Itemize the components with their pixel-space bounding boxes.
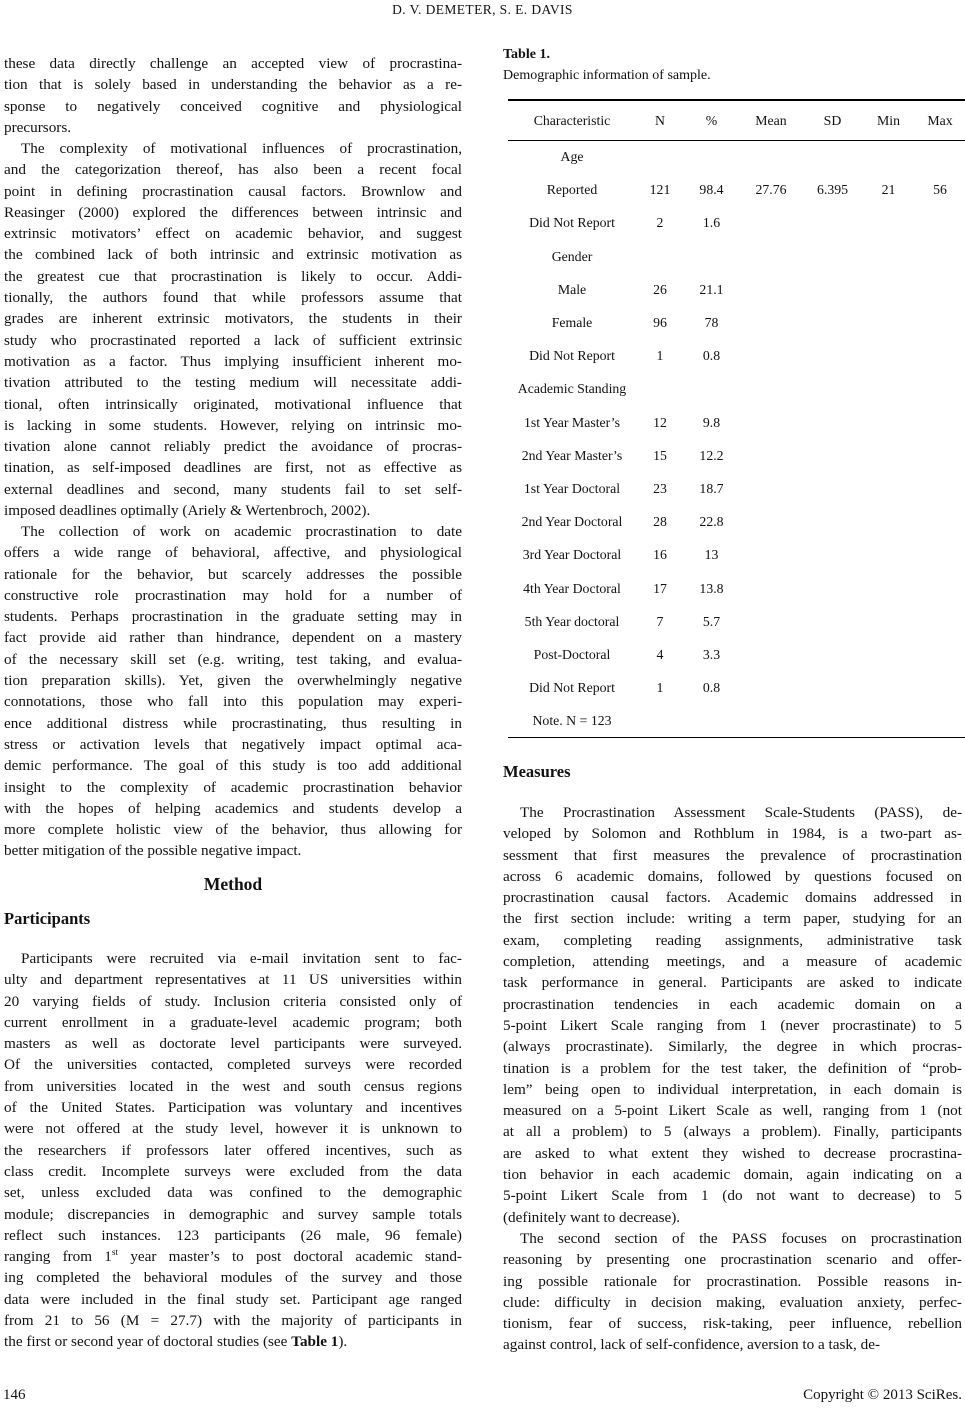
value-cell bbox=[862, 273, 915, 306]
value-cell: 21 bbox=[881, 182, 896, 198]
value-cell bbox=[636, 705, 684, 738]
demographics-table bbox=[508, 99, 965, 738]
value-cell: 28 bbox=[653, 514, 667, 530]
value-cell: 21.1 bbox=[699, 281, 724, 297]
text-line: is lacking in some students. However, relying on intrinsic mo- bbox=[4, 416, 462, 434]
text-line: completion, attending meetings, and a measure of academic bbox=[503, 953, 962, 971]
text-line: of the United States. Participation was voluntary and incentives bbox=[4, 1099, 462, 1117]
value-cell bbox=[803, 240, 862, 273]
value-cell bbox=[915, 207, 965, 240]
value-cell bbox=[803, 672, 862, 705]
table-row bbox=[508, 273, 965, 306]
value-cell bbox=[803, 638, 862, 671]
table-row bbox=[508, 472, 965, 505]
value-cell bbox=[684, 705, 739, 738]
text-line: more complete holistic view of the behavior, thus allowing for bbox=[4, 821, 462, 839]
value-cell bbox=[803, 207, 862, 240]
characteristic-cell: Note. N = 123 bbox=[532, 713, 612, 729]
value-cell bbox=[684, 373, 739, 406]
characteristic-cell: 4th Year Doctoral bbox=[523, 580, 621, 596]
value-cell bbox=[915, 605, 965, 638]
characteristic-cell: Post-Doctoral bbox=[533, 646, 611, 662]
value-cell: 22.8 bbox=[699, 514, 724, 530]
value-cell bbox=[915, 506, 965, 539]
demographics-table-wrap bbox=[508, 99, 965, 738]
text-line: and the categorization thereof, has also been a recent focal bbox=[4, 161, 462, 179]
text-line: set, unless excluded data was confined to the demographic bbox=[4, 1184, 462, 1202]
value-cell bbox=[862, 240, 915, 273]
text-line: 20 varying fields of study. Inclusion criteria consisted only of bbox=[4, 992, 462, 1010]
value-cell bbox=[739, 240, 803, 273]
text-line: the first or second year of doctoral studies (see Table 1). bbox=[4, 1333, 348, 1351]
text-line: Of the universities contacted, completed surveys were recorded bbox=[4, 1056, 462, 1074]
value-cell bbox=[803, 306, 862, 339]
value-cell bbox=[862, 306, 915, 339]
text-line: tination is a problem for the test taker, the definition of “prob- bbox=[503, 1059, 962, 1077]
value-cell bbox=[636, 141, 684, 174]
text-line: tion behavior in each academic domain, again indicating on a bbox=[503, 1166, 962, 1184]
text-line: (definitely want to decrease). bbox=[503, 1208, 681, 1226]
text-line: students. Perhaps procrastination in the graduate setting may in bbox=[4, 608, 462, 626]
text-line: tionally, the authors found that while professors assume that bbox=[4, 289, 462, 307]
value-cell bbox=[739, 472, 803, 505]
value-cell: 0.8 bbox=[702, 348, 721, 364]
text-line: task performance in general. Participants are asked to indicate bbox=[503, 974, 962, 992]
measures-heading: Measures bbox=[503, 762, 571, 781]
table-row bbox=[508, 539, 965, 572]
value-cell: 4 bbox=[656, 646, 664, 662]
table-row bbox=[508, 705, 965, 738]
text-line: point in defining procrastination causal factors. Brownlow and bbox=[4, 182, 462, 200]
value-cell bbox=[803, 506, 862, 539]
value-cell bbox=[739, 207, 803, 240]
value-cell: 98.4 bbox=[699, 182, 724, 198]
participants-heading: Participants bbox=[4, 909, 91, 928]
text-line: veloped by Solomon and Rothblum in 1984, is a two-part as- bbox=[503, 825, 962, 843]
characteristic-cell: Female bbox=[551, 315, 593, 331]
text-line: procrastination tendencies in each academic domain on a bbox=[503, 995, 962, 1013]
table-header-cell: SD bbox=[803, 100, 862, 141]
text-line: stress or activation levels that negatively impact optimal aca- bbox=[4, 735, 462, 753]
copyright-notice: Copyright © 2013 SciRes. bbox=[803, 1387, 962, 1403]
table-row bbox=[508, 605, 965, 638]
value-cell bbox=[862, 406, 915, 439]
value-cell bbox=[862, 141, 915, 174]
value-cell bbox=[803, 605, 862, 638]
table-row bbox=[508, 174, 965, 207]
value-cell bbox=[862, 572, 915, 605]
text-line: sponse to negatively conceived cognitive and physiological bbox=[4, 97, 462, 115]
text-line: the greatest cue that procrastination is likely to occur. Addi- bbox=[4, 267, 462, 285]
value-cell bbox=[862, 539, 915, 572]
table-caption-label: Table 1. bbox=[503, 47, 550, 62]
table-header-cell: Mean bbox=[739, 100, 803, 141]
measures-paragraph bbox=[503, 802, 962, 1228]
table-row bbox=[508, 506, 965, 539]
value-cell bbox=[684, 240, 739, 273]
text-line: tionism, fear of success, risk-taking, peer influence, rebellion bbox=[503, 1315, 962, 1333]
method-heading: Method bbox=[203, 874, 263, 894]
table-header-row bbox=[508, 100, 965, 141]
characteristic-cell: Reported bbox=[546, 182, 598, 198]
text-line: tivation attributed to the testing medium will necessitate addi- bbox=[4, 374, 462, 392]
value-cell bbox=[803, 472, 862, 505]
participants-paragraph bbox=[4, 948, 462, 1353]
value-cell bbox=[803, 439, 862, 472]
characteristic-cell: Academic Standing bbox=[517, 381, 627, 397]
value-cell bbox=[915, 306, 965, 339]
running-head: D. V. DEMETER, S. E. DAVIS bbox=[392, 2, 573, 17]
text-line: from universities located in the west and south census regions bbox=[4, 1077, 462, 1095]
characteristic-cell: 5th Year doctoral bbox=[524, 613, 620, 629]
value-cell bbox=[803, 572, 862, 605]
value-cell bbox=[636, 373, 684, 406]
text-line: across 6 academic domains, followed by questions focused on bbox=[503, 867, 962, 885]
text-line: demic performance. The goal of this study is too add additional bbox=[4, 757, 462, 775]
text-line: motivation as a factor. Thus implying insufficient inherent mo- bbox=[4, 352, 462, 370]
value-cell bbox=[684, 141, 739, 174]
table-header-cell: Characteristic bbox=[508, 100, 636, 141]
text-line: Participants were recruited via e-mail invitation sent to fac- bbox=[21, 950, 462, 967]
text-line: against control, lack of self-confidence, aversion to a task, de- bbox=[503, 1336, 881, 1354]
value-cell: 17 bbox=[653, 580, 667, 596]
text-line: reflect such instances. 123 participants (26 male, 96 female) bbox=[4, 1226, 462, 1244]
text-line: The second section of the PASS focuses on procrastination bbox=[520, 1230, 962, 1247]
table-row bbox=[508, 439, 965, 472]
characteristic-cell: Did Not Report bbox=[529, 680, 615, 696]
value-cell bbox=[862, 472, 915, 505]
value-cell bbox=[915, 539, 965, 572]
value-cell bbox=[915, 240, 965, 273]
text-line: the first section include: writing a term paper, studying for an bbox=[503, 910, 962, 928]
text-line: 5-point Likert Scale ranging from 1 (never procrastinate) to 5 bbox=[503, 1016, 962, 1034]
text-line: current enrollment in a graduate-level academic program; both bbox=[4, 1013, 462, 1031]
table-row bbox=[508, 141, 965, 174]
value-cell bbox=[739, 605, 803, 638]
value-cell: 1 bbox=[656, 680, 664, 696]
text-line: class credit. Incomplete surveys were excluded from the data bbox=[4, 1162, 462, 1180]
value-cell: 1.6 bbox=[702, 215, 721, 231]
text-line: tion that is solely based in understanding the behavior as a re- bbox=[4, 76, 462, 94]
value-cell: 1 bbox=[656, 348, 664, 364]
left-column bbox=[4, 0, 462, 1414]
value-cell bbox=[739, 340, 803, 373]
value-cell: 121 bbox=[649, 182, 671, 198]
value-cell bbox=[739, 273, 803, 306]
value-cell bbox=[636, 240, 684, 273]
text-line: precursors. bbox=[4, 118, 72, 136]
value-cell bbox=[915, 406, 965, 439]
value-cell bbox=[862, 705, 915, 738]
text-line: ing possible rationale for procrastination. Possible reasons in- bbox=[503, 1272, 962, 1290]
characteristic-cell: 1st Year Master’s bbox=[524, 414, 620, 430]
table-caption-text: Demographic information of sample. bbox=[503, 68, 711, 83]
characteristic-cell: Male bbox=[557, 281, 587, 297]
text-line: ence additional distress while procrastinating, thus resulting in bbox=[4, 714, 462, 732]
value-cell: 78 bbox=[704, 315, 719, 331]
text-line: connotations, those who fall into this population may experi- bbox=[4, 693, 462, 711]
measures-paragraph bbox=[503, 1228, 962, 1356]
value-cell bbox=[739, 638, 803, 671]
table-row bbox=[508, 406, 965, 439]
text-line: tination, as self-imposed deadlines are first, not as effective as bbox=[4, 459, 462, 477]
value-cell bbox=[803, 373, 862, 406]
table-row bbox=[508, 638, 965, 671]
text-line: better mitigation of the possible negative impact. bbox=[4, 842, 302, 860]
value-cell bbox=[915, 141, 965, 174]
text-line: the combined lack of both intrinsic and extrinsic motivation as bbox=[4, 246, 462, 264]
text-line: reasoning by presenting one procrastination scenario and offer- bbox=[503, 1251, 962, 1269]
text-line: The Procrastination Assessment Scale-Students (PASS), de- bbox=[520, 804, 962, 821]
text-line: from 21 to 56 (M = 27.7) with the majority of participants in bbox=[4, 1312, 462, 1330]
text-line: offers a wide range of behavioral, affective, and physiological bbox=[4, 544, 462, 562]
value-cell bbox=[915, 638, 965, 671]
characteristic-cell: Age bbox=[560, 149, 584, 165]
text-line: Reasinger (2000) explored the differences between intrinsic and bbox=[4, 203, 462, 221]
table-head bbox=[508, 100, 965, 141]
table-row bbox=[508, 340, 965, 373]
characteristic-cell: 2nd Year Doctoral bbox=[521, 514, 623, 530]
value-cell: 0.8 bbox=[702, 680, 721, 696]
text-line: extrinsic motivators’ effect on academic behavior, and suggest bbox=[4, 225, 462, 243]
text-line: study who procrastinated reported a lack of sufficient extrinsic bbox=[4, 331, 462, 349]
text-line: ing completed the behavioral modules of the survey and those bbox=[4, 1269, 462, 1287]
value-cell: 26 bbox=[653, 281, 667, 297]
table-row bbox=[508, 373, 965, 406]
value-cell bbox=[862, 506, 915, 539]
characteristic-cell: Gender bbox=[551, 248, 593, 264]
value-cell bbox=[862, 373, 915, 406]
table-row bbox=[508, 306, 965, 339]
value-cell: 3.3 bbox=[702, 646, 721, 662]
text-line: The collection of work on academic procrastination to date bbox=[21, 523, 462, 540]
value-cell bbox=[862, 638, 915, 671]
value-cell: 16 bbox=[653, 547, 667, 563]
value-cell: 5.7 bbox=[702, 613, 721, 629]
text-line: ranging from 1st year master’s to post doctoral academic stand- bbox=[4, 1248, 462, 1266]
value-cell bbox=[739, 373, 803, 406]
text-line: of the necessary skill set (e.g. writing, test taking, and evalua- bbox=[4, 650, 462, 668]
value-cell bbox=[739, 306, 803, 339]
text-line: sessment that first measures the prevalence of procrastination bbox=[503, 846, 962, 864]
text-line: are asked to what extent they wished to decrease procrastina- bbox=[503, 1144, 962, 1162]
body-paragraph bbox=[4, 138, 462, 521]
table-row bbox=[508, 572, 965, 605]
text-line: tional, often intrinsically originated, motivational influence that bbox=[4, 395, 462, 413]
text-line: the researchers if professors later offered incentives, such as bbox=[4, 1141, 462, 1159]
value-cell bbox=[803, 141, 862, 174]
value-cell bbox=[915, 572, 965, 605]
text-line: ulty and department representatives at 11 US universities within bbox=[4, 971, 462, 989]
text-line: at all a problem) to 5 (always a problem). Finally, participants bbox=[503, 1123, 962, 1141]
characteristic-cell: Did Not Report bbox=[529, 348, 615, 364]
value-cell bbox=[739, 539, 803, 572]
table-header-cell: % bbox=[684, 100, 739, 141]
characteristic-cell: 1st Year Doctoral bbox=[523, 480, 621, 496]
value-cell bbox=[803, 406, 862, 439]
value-cell: 13 bbox=[704, 547, 719, 563]
value-cell bbox=[739, 705, 803, 738]
table-header-cell: Min bbox=[862, 100, 915, 141]
value-cell bbox=[862, 605, 915, 638]
text-line: procrastination causal factors. Academic domains addressed in bbox=[503, 889, 962, 907]
table-row bbox=[508, 207, 965, 240]
value-cell: 15 bbox=[653, 447, 667, 463]
table-row bbox=[508, 240, 965, 273]
table-body bbox=[508, 141, 965, 738]
value-cell bbox=[803, 705, 862, 738]
value-cell: 13.8 bbox=[699, 580, 724, 596]
text-line: clude: difficulty in decision making, evaluation anxiety, perfec- bbox=[503, 1293, 962, 1311]
value-cell: 27.76 bbox=[755, 182, 787, 198]
text-line: (always procrastinate). Similarly, the degree in which procras- bbox=[503, 1038, 962, 1056]
characteristic-cell: 2nd Year Master’s bbox=[521, 447, 623, 463]
value-cell bbox=[915, 340, 965, 373]
text-line: insight to the complexity of academic procrastination behavior bbox=[4, 778, 462, 796]
value-cell bbox=[739, 141, 803, 174]
page-number: 146 bbox=[3, 1387, 26, 1403]
value-cell bbox=[739, 406, 803, 439]
right-column bbox=[503, 0, 962, 1414]
text-line: with the hopes of helping academics and students develop a bbox=[4, 799, 462, 817]
value-cell bbox=[803, 273, 862, 306]
value-cell bbox=[915, 472, 965, 505]
value-cell: 6.395 bbox=[816, 182, 849, 198]
text-line: external deadlines and second, many students fail to set self- bbox=[4, 480, 462, 498]
text-line: fact provide aid rather than hindrance, dependent on a mastery bbox=[4, 629, 462, 647]
value-cell bbox=[915, 705, 965, 738]
value-cell bbox=[915, 672, 965, 705]
value-cell bbox=[862, 340, 915, 373]
value-cell bbox=[739, 506, 803, 539]
value-cell bbox=[862, 207, 915, 240]
value-cell: 96 bbox=[653, 315, 667, 331]
characteristic-cell: 3rd Year Doctoral bbox=[522, 547, 622, 563]
text-line: 5-point Likert Scale from 1 (do not want to decrease) to 5 bbox=[503, 1187, 962, 1205]
value-cell: 56 bbox=[933, 182, 947, 198]
text-line: these data directly challenge an accepted view of procrastina- bbox=[4, 55, 462, 72]
body-paragraph bbox=[4, 521, 462, 862]
value-cell bbox=[739, 572, 803, 605]
value-cell bbox=[915, 373, 965, 406]
characteristic-cell: Did Not Report bbox=[529, 215, 615, 231]
value-cell: 9.8 bbox=[702, 414, 721, 430]
value-cell: 23 bbox=[653, 480, 667, 496]
value-cell bbox=[739, 439, 803, 472]
value-cell bbox=[739, 672, 803, 705]
text-line: exam, completing reading assignments, administrative task bbox=[503, 931, 962, 949]
value-cell: 12 bbox=[653, 414, 667, 430]
text-line: module; discrepancies in demographic and survey sample totals bbox=[4, 1205, 462, 1223]
text-line: rationale for the behavior, but scarcely addresses the possible bbox=[4, 565, 462, 583]
table-header-cell: N bbox=[636, 100, 684, 141]
text-line: measured on a 5-point Likert Scale as well, ranging from 1 (not bbox=[503, 1102, 962, 1120]
value-cell bbox=[803, 539, 862, 572]
value-cell bbox=[915, 439, 965, 472]
value-cell: 18.7 bbox=[699, 480, 724, 496]
text-line: tion preparation skills). Yet, given the overwhelmingly negative bbox=[4, 672, 462, 690]
value-cell bbox=[862, 439, 915, 472]
value-cell: 7 bbox=[656, 613, 664, 629]
table-row bbox=[508, 672, 965, 705]
body-paragraph bbox=[4, 53, 462, 138]
value-cell bbox=[862, 672, 915, 705]
value-cell bbox=[915, 273, 965, 306]
text-line: The complexity of motivational influences of procrastination, bbox=[21, 140, 462, 157]
text-line: data were included in the final study set. Participant age ranged bbox=[4, 1290, 462, 1308]
value-cell: 12.2 bbox=[699, 447, 724, 463]
text-line: constructive role procrastination may hold for a number of bbox=[4, 586, 462, 604]
text-line: masters as well as doctorate level participants were surveyed. bbox=[4, 1035, 462, 1053]
text-line: grades are inherent extrinsic motivators, the students in their bbox=[4, 310, 462, 328]
value-cell bbox=[803, 340, 862, 373]
value-cell: 2 bbox=[656, 215, 664, 231]
table-header-cell: Max bbox=[915, 100, 965, 141]
text-line: imposed deadlines optimally (Ariely & Wertenbroch, 2002). bbox=[4, 502, 371, 520]
text-line: lem” being open to individual interpretation, in each domain is bbox=[503, 1080, 962, 1098]
text-line: tivation alone cannot reliably predict the avoidance of procras- bbox=[4, 438, 462, 456]
text-line: were not offered at the study level, however it is unknown to bbox=[4, 1120, 462, 1138]
